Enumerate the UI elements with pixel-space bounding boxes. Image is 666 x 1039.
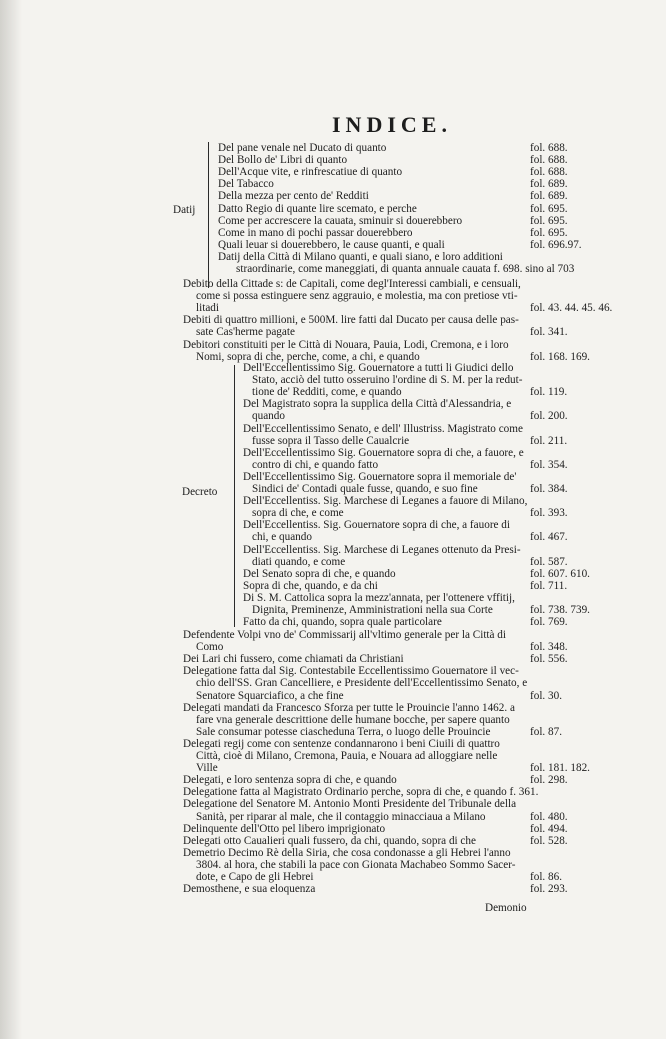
folio-ref: fol. 711. — [530, 579, 568, 592]
index-entry-line: Delegatione del Senatore M. Antonio Monti Presidente del Tribunale della — [183, 798, 517, 811]
folio-ref: fol. 393. — [530, 507, 568, 520]
folio-ref: fol. 30. — [530, 689, 563, 702]
datij-entry: straordinarie, come maneggiati, di quanta annuale cauata f. 698. sino al 703 — [236, 263, 575, 275]
folio-ref: fol. 607. 610. — [530, 567, 590, 580]
group-label-datij: Datij — [173, 204, 196, 216]
index-entry-line: come si possa estinguere senz aggrauio, e molestia, ma con pretiose vti- — [196, 290, 518, 303]
folio-ref: fol. 688. — [530, 154, 568, 167]
folio-ref: fol. 341. — [530, 326, 568, 339]
index-entry-line: chio dell'SS. Gran Cancelliere, e Presidente dell'Eccellentissimo Senato, e — [196, 677, 528, 690]
decreto-entry-line: Dell'Eccellentiss. Sig. Marchese di Leganes a fauore di Milano, — [243, 495, 528, 508]
folio-ref: fol. 696.97. — [530, 238, 582, 251]
folio-ref: fol. 43. 44. 45. 46. — [530, 302, 613, 315]
index-entry-line: Delinquente dell'Otto pel libero imprigionato — [183, 822, 386, 835]
index-entry-line: sate Cas'herme pagate — [196, 326, 295, 339]
index-entry-line: fare vna generale descrittione delle humane bocche, per sapere quanto — [196, 713, 510, 726]
folio-ref: fol. 348. — [530, 641, 568, 654]
folio-ref: fol. 87. — [530, 725, 563, 738]
decreto-entry-line: Fatto da chi, quando, sopra quale particolare — [243, 616, 442, 629]
folio-ref: fol. 695. — [530, 202, 568, 215]
index-entry-line: Delegati mandati da Francesco Sforza per tutte le Prouincie l'anno 1462. a — [183, 701, 515, 714]
folio-ref: fol. 587. — [530, 555, 568, 568]
datij-entry: Come per accrescere la cauata, sminuir si douerebbero — [218, 214, 463, 227]
page-title: INDICE. — [332, 112, 452, 137]
decreto-entry-line: Di S. M. Cattolica sopra la mezz'annata, per l'ottenere vffitij, — [243, 591, 515, 604]
decreto-entry-line: contro di chi, e quando fatto — [252, 458, 379, 471]
folio-ref: fol. 695. — [530, 214, 568, 227]
decreto-entry-line: chi, e quando — [252, 531, 312, 544]
index-entry-line: Ville — [196, 762, 218, 775]
decreto-entry-line: quando — [252, 410, 285, 423]
folio-ref: fol. 556. — [530, 653, 568, 666]
datij-entry: Datij della Città di Milano quanti, e quali siano, e loro additioni — [218, 250, 503, 263]
folio-ref: fol. 119. — [530, 386, 568, 399]
folio-ref: fol. 688. — [530, 166, 568, 179]
folio-ref: fol. 298. — [530, 774, 568, 787]
folio-ref: fol. 384. — [530, 483, 568, 495]
decreto-entry-line: Sindici de' Contadi quale fusse, quando, e suo fine — [252, 483, 478, 495]
decreto-entry-line: Dell'Eccellentissimo Sig. Gouernatore a tutti li Giudici dello — [243, 362, 514, 374]
decreto-entry-line: tione de' Redditi, come, e quando — [252, 386, 402, 399]
page-gutter — [0, 0, 22, 1039]
index-entry-line: Debitori constituiti per le Città di Nouara, Pauia, Lodi, Cremona, e i loro — [183, 338, 509, 351]
index-entry-line: 3804. al hora, che stabili la pace con Gionata Machabeo Sommo Sacer- — [196, 858, 516, 871]
index-entry-line: Delegatione fatta al Magistrato Ordinario perche, sopra di che, e quando f. 361. — [183, 786, 539, 799]
folio-ref: fol. 354. — [530, 458, 568, 471]
index-entry-line: Delegati otto Caualieri quali fussero, da chi, quando, sopra di che — [183, 834, 476, 847]
datij-entry: Della mezza per cento de' Redditi — [218, 190, 369, 203]
folio-ref: fol. 211. — [530, 434, 568, 447]
folio-ref: fol. 689. — [530, 190, 568, 203]
decreto-entry-line: Dell'Eccellentissimo Sig. Gouernatore sopra il memoriale de' — [243, 470, 517, 483]
folio-ref: fol. 494. — [530, 822, 568, 835]
catchword: Demonio — [485, 902, 527, 914]
folio-ref: fol. 738. 739. — [530, 604, 590, 616]
decreto-entry-line: Del Senato sopra di che, e quando — [243, 567, 396, 580]
index-entry-line: Defendente Volpi vno de' Commissarij all'vltimo generale per la Città di — [183, 629, 507, 641]
datij-entry: Datto Regio di quante lire scemato, e perche — [218, 202, 417, 215]
folio-ref: fol. 695. — [530, 226, 568, 239]
datij-entry: Come in mano di pochi passar douerebbero — [218, 226, 413, 239]
decreto-entry-line: sopra di che, e come — [252, 507, 344, 520]
decreto-entry-line: Dignita, Preminenze, Amministrationi nella sua Corte — [252, 604, 493, 616]
index-entry-line: Sale consumar potesse ciascheduna Terra, o luogo delle Prouincie — [196, 725, 491, 738]
index-entry-line: litadi — [196, 302, 219, 315]
folio-ref: fol. 689. — [530, 178, 568, 191]
index-entry-line: Demosthene, e sua eloquenza — [183, 883, 316, 896]
folio-ref: fol. 480. — [530, 810, 568, 823]
folio-ref: fol. 293. — [530, 883, 568, 896]
folio-ref: fol. 200. — [530, 410, 568, 423]
index-entry-line: Delegati, e loro sentenza sopra di che, e quando — [183, 774, 397, 787]
index-entry-line: Delegati regij come con sentenze condannarono i beni Ciuili di quattro — [183, 737, 500, 750]
decreto-entry-line: Sopra di che, quando, e da chi — [243, 579, 378, 592]
folio-ref: fol. 86. — [530, 871, 563, 883]
decreto-entry-line: Stato, acciò del tutto osseruino l'ordine di S. M. per la redut- — [252, 374, 523, 387]
index-entry-line: Nomi, sopra di che, perche, come, a chi, e quando — [196, 350, 420, 363]
decreto-entry-line: Dell'Eccellentissimo Senato, e dell' Illustriss. Magistrato come — [243, 422, 523, 435]
datij-entry: Quali leuar si douerebbero, le cause quanti, e quali — [218, 238, 445, 251]
index-entry-line: Città, cioè di Milano, Cremona, Pauia, e Nouara ad alloggiare nelle — [196, 750, 498, 762]
folio-ref: fol. 688. — [530, 142, 568, 154]
index-entry-line: Como — [196, 641, 224, 654]
group-label-decreto: Decreto — [182, 486, 218, 498]
index-entry-line: Dei Lari chi fussero, come chiamati da Christiani — [183, 653, 404, 666]
index-entry-line: dote, e Capo de gli Hebrei — [196, 871, 314, 883]
datij-entry: Dell'Acque vite, e rinfrescatiue di quanto — [218, 166, 403, 179]
index-entry-line: Demetrio Decimo Rè della Siria, che cosa condonasse a gli Hebrei l'anno — [183, 846, 511, 859]
folio-ref: fol. 769. — [530, 616, 568, 629]
brace-decreto — [234, 365, 240, 627]
decreto-entry-line: Dell'Eccellentiss. Sig. Marchese di Leganes ottenuto da Presi- — [243, 543, 521, 556]
index-entry-line: Sanità, per riparar al male, che il contaggio minacciaua a Milano — [196, 810, 486, 823]
index-entry-line: Debiti di quattro millioni, e 500M. lire fatti dal Ducato per causa delle pas- — [183, 314, 519, 327]
decreto-entry-line: Dell'Eccellentiss. Sig. Gouernatore sopra di che, a fauore di — [243, 519, 511, 532]
index-entry-line: Delegatione fatta dal Sig. Contestabile Eccellentissimo Gouernatore il vec- — [183, 665, 519, 678]
index-entry-line: Debito della Cittade s: de Capitali, come degl'Interessi cambiali, e censuali, — [183, 278, 521, 290]
brace-datij — [208, 142, 214, 288]
folio-ref: fol. 467. — [530, 531, 568, 544]
folio-ref: fol. 181. 182. — [530, 762, 590, 775]
decreto-entry-line: diati quando, e come — [252, 555, 346, 568]
datij-entry: Del Tabacco — [218, 178, 274, 191]
decreto-entry-line: fusse sopra il Tasso delle Caualcrie — [252, 434, 410, 447]
folio-ref: fol. 168. 169. — [530, 350, 590, 363]
datij-entry: Del Bollo de' Libri di quanto — [218, 154, 348, 167]
datij-entry: Del pane venale nel Ducato di quanto — [218, 142, 387, 154]
index-entry-line: Senatore Squarciafico, a che fine — [196, 689, 344, 702]
decreto-entry-line: Dell'Eccellentissimo Sig. Gouernatore sopra di che, a fauore, e — [243, 446, 524, 459]
decreto-entry-line: Del Magistrato sopra la supplica della Città d'Alessandria, e — [243, 398, 512, 411]
folio-ref: fol. 528. — [530, 834, 568, 847]
